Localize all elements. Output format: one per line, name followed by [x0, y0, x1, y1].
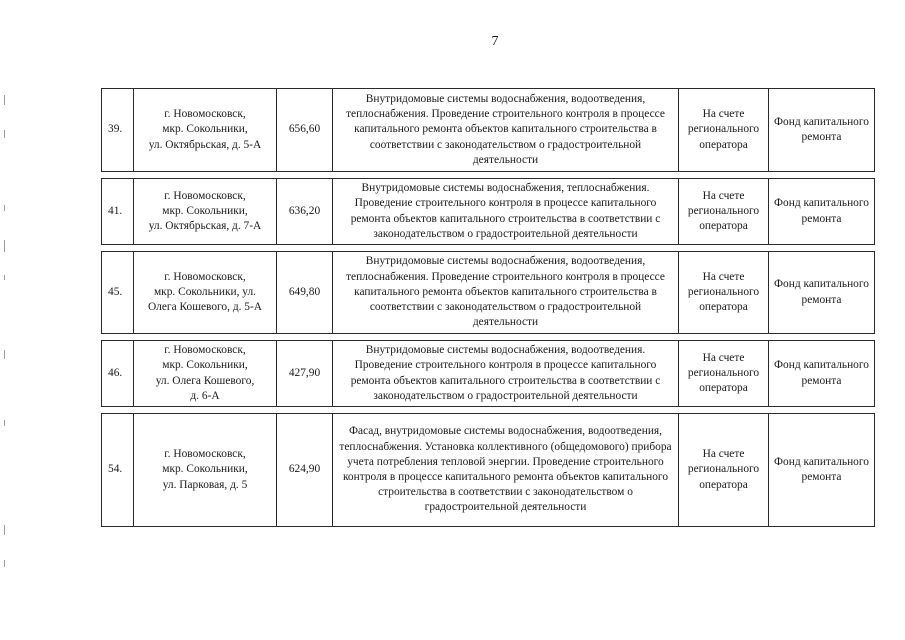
address-cell — [134, 341, 277, 407]
fund-cell: Фонд капитального ремонта — [769, 341, 875, 407]
binding-edge-marks — [0, 0, 14, 640]
works-cell: Фасад, внутридомовые системы водоснабжения, водоотведения, теплоснабжения. Установка коллективного (общедомового) прибора учета потребления тепловой энергии. Проведение строительного контроля в процессе капитального ремонта объектов капитального строительства в соответствии с законодательством о градостроительной деятельности — [333, 414, 679, 527]
row-separator — [102, 407, 875, 414]
fund-cell: Фонд капитального ремонта — [769, 179, 875, 245]
table-body — [102, 89, 875, 527]
account-cell: На счете регионального оператора — [679, 414, 769, 527]
address-line: ул. Парковая, д. 5 — [162, 478, 248, 491]
address-cell — [134, 179, 277, 245]
works-cell: Внутридомовые системы водоснабжения, водоотведения, теплоснабжения. Проведение строительного контроля в процессе капитального ремонта объектов капитального строительства в соответствии с законодательством о градостроительной деятельности — [333, 89, 679, 172]
address-line: г. Новомосковск, — [164, 189, 246, 202]
address-line: Олега Кошевого, д. 5-А — [147, 301, 263, 314]
row-number: 54. — [102, 414, 134, 527]
table-row — [102, 252, 875, 334]
table-row — [102, 341, 875, 407]
row-number: 39. — [102, 89, 134, 172]
address-line: г. Новомосковск, — [164, 108, 246, 121]
table-row — [102, 179, 875, 245]
row-separator — [102, 334, 875, 341]
row-number: 46. — [102, 341, 134, 407]
account-cell: На счете регионального оператора — [679, 341, 769, 407]
address-line: мкр. Сокольники, ул. — [153, 285, 257, 298]
table-row — [102, 414, 875, 527]
page-number: 7 — [491, 34, 499, 49]
row-separator — [102, 245, 875, 252]
account-cell: На счете регионального оператора — [679, 179, 769, 245]
address-line: мкр. Сокольники, — [162, 123, 248, 136]
address-cell — [134, 414, 277, 527]
works-cell: Внутридомовые системы водоснабжения, водоотведения. Проведение строительного контроля в процессе капитального ремонта объектов капитального строительства в соответствии с законодательством о градостроительной деятельности — [333, 341, 679, 407]
table-row — [102, 89, 875, 172]
address-line: мкр. Сокольники, — [162, 204, 248, 217]
address-line: ул. Октябрьская, д. 5-А — [148, 138, 262, 151]
works-cell: Внутридомовые системы водоснабжения, теплоснабжения. Проведение строительного контроля в процессе капитального ремонта объектов капитального строительства в соответствии с законодательством о градостроительной деятельности — [333, 179, 679, 245]
amount-cell: 624,90 — [277, 414, 333, 527]
address-cell — [134, 252, 277, 334]
address-line: мкр. Сокольники, — [162, 359, 248, 372]
amount-cell: 636,20 — [277, 179, 333, 245]
fund-cell: Фонд капитального ремонта — [769, 252, 875, 334]
address-line: ул. Олега Кошевого, — [155, 374, 255, 387]
address-line: мкр. Сокольники, — [162, 463, 248, 476]
address-line: г. Новомосковск, — [164, 344, 246, 357]
fund-cell: Фонд капитального ремонта — [769, 89, 875, 172]
account-cell: На счете регионального оператора — [679, 252, 769, 334]
row-number: 45. — [102, 252, 134, 334]
account-cell: На счете регионального оператора — [679, 89, 769, 172]
amount-cell: 427,90 — [277, 341, 333, 407]
address-line: г. Новомосковск, — [164, 448, 246, 461]
row-number: 41. — [102, 179, 134, 245]
address-line: г. Новомосковск, — [164, 270, 246, 283]
address-line: д. 6-А — [190, 389, 220, 402]
address-cell — [134, 89, 277, 172]
program-table — [101, 88, 874, 527]
fund-cell: Фонд капитального ремонта — [769, 414, 875, 527]
works-cell: Внутридомовые системы водоснабжения, водоотведения, теплоснабжения. Проведение строительного контроля в процессе капитального ремонта объектов капитального строительства в соответствии с законодательством о градостроительной деятельности — [333, 252, 679, 334]
amount-cell: 649,80 — [277, 252, 333, 334]
address-line: ул. Октябрьская, д. 7-А — [148, 220, 262, 233]
amount-cell: 656,60 — [277, 89, 333, 172]
row-separator — [102, 172, 875, 179]
